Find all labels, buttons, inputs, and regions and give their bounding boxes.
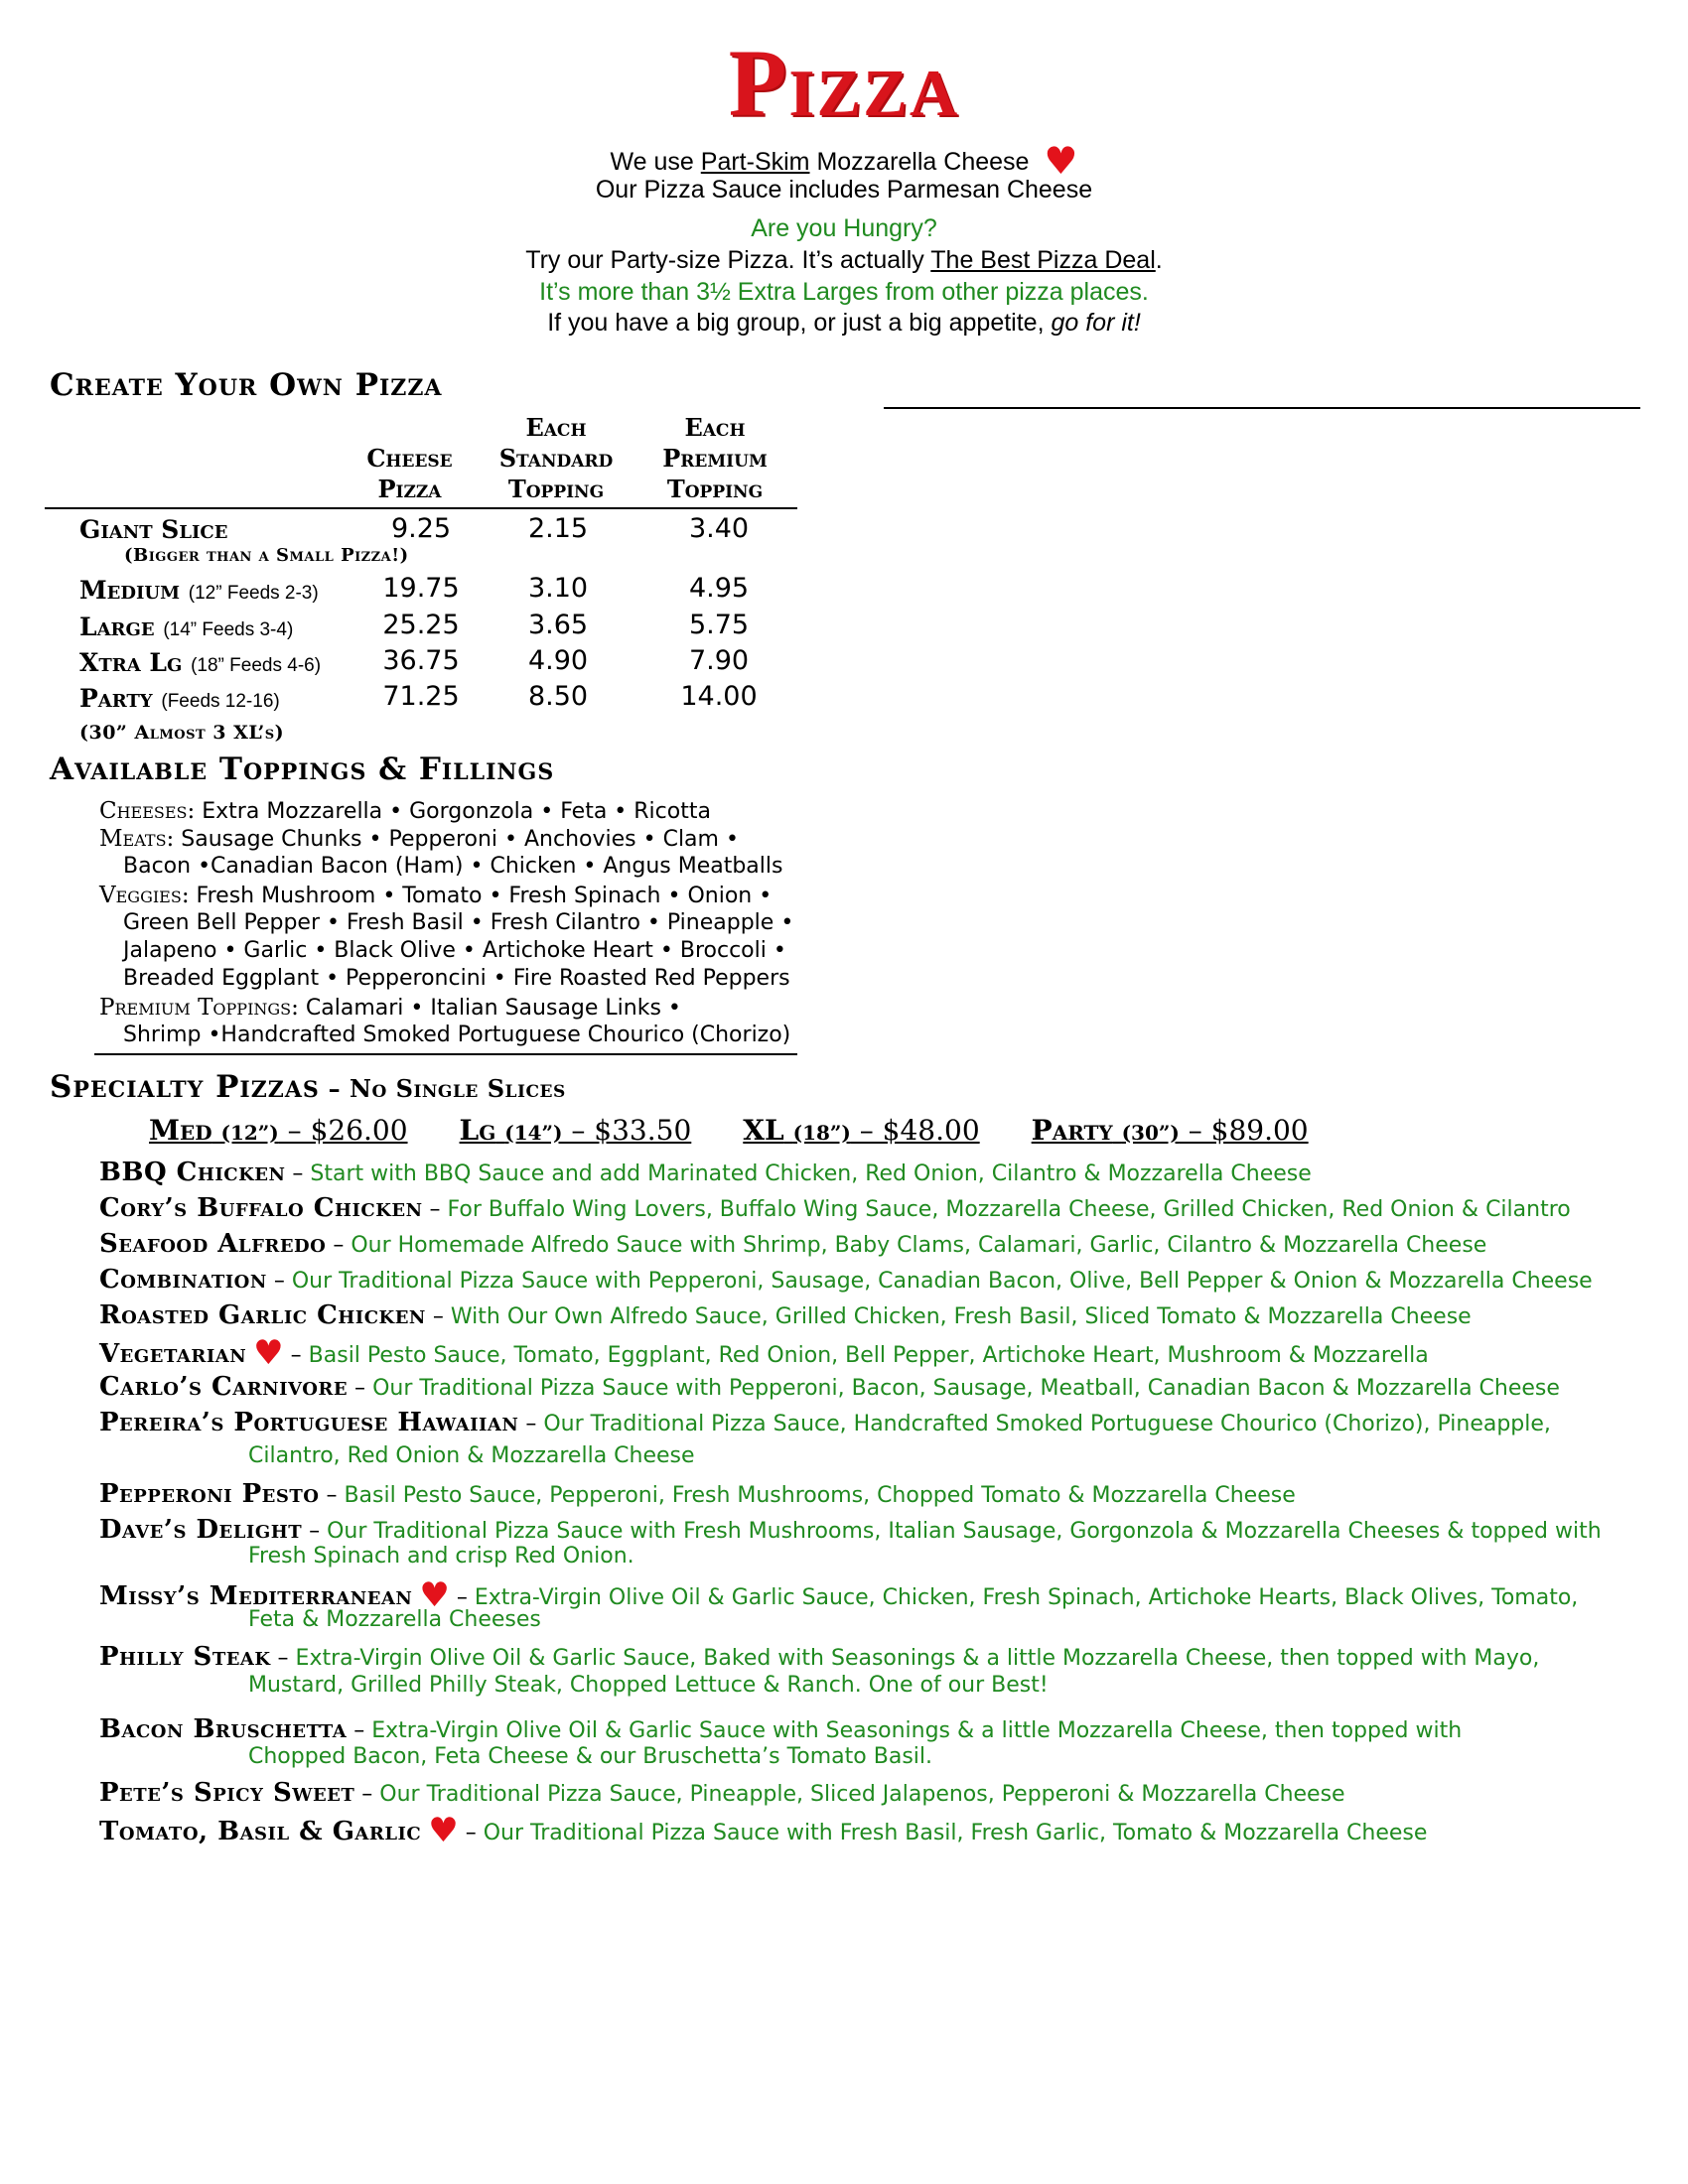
- topping-category: Premium Toppings:: [99, 995, 299, 1021]
- topping-category: Meats:: [99, 826, 175, 852]
- price-label: Party: [1031, 1114, 1113, 1147]
- price-standard: 4.90: [527, 645, 589, 676]
- toppings-meats: [99, 826, 739, 852]
- price-cheese: 9.25: [390, 513, 452, 544]
- price-value: – $33.50: [562, 1114, 692, 1147]
- col-header-premium: [645, 412, 784, 504]
- heart-icon: ♥: [253, 1333, 284, 1373]
- dash: –: [285, 1161, 311, 1186]
- toppings-veggies-cont: Breaded Eggplant • Pepperoncini • Fire Roasted Red Peppers: [123, 966, 790, 991]
- size-label: Xtra Lg: [79, 648, 183, 677]
- specialty-name: Roasted Garlic Chicken: [99, 1300, 426, 1330]
- intro-line-5: It’s more than 3½ Extra Larges from other pizza places.: [539, 278, 1149, 306]
- toppings-meats-cont: Bacon •Canadian Bacon (Ham) • Chicken • Angus Meatballs: [123, 854, 783, 879]
- specialty-name: Carlo’s Carnivore: [99, 1372, 349, 1402]
- price-standard: 3.10: [527, 573, 589, 604]
- intro-line-1: [0, 139, 1688, 183]
- dash: –: [302, 1519, 328, 1544]
- toppings-veggies-cont: Jalapeno • Garlic • Black Olive • Artichoke Heart • Broccoli •: [123, 938, 786, 963]
- specialty-desc: Our Traditional Pizza Sauce, Pineapple, Sliced Jalapenos, Pepperoni & Mozzarella Cheese: [379, 1782, 1345, 1807]
- dash: –: [449, 1585, 475, 1610]
- intro-text: We use: [610, 148, 701, 176]
- size-note: (12” Feeds 2-3): [188, 583, 319, 604]
- price-value: – $48.00: [850, 1114, 980, 1147]
- size-medium: [79, 576, 319, 605]
- size-label: Party: [79, 684, 153, 713]
- price-label: Lg: [459, 1114, 496, 1147]
- col-header-text: Topping: [666, 475, 764, 503]
- col-header-text: Pizza: [377, 475, 442, 503]
- price-cheese: 19.75: [382, 573, 460, 604]
- topping-list: Calamari • Italian Sausage Links •: [298, 996, 681, 1021]
- size-party: [79, 684, 280, 713]
- dash: –: [518, 1412, 544, 1436]
- specialty-price-lg: [460, 1114, 692, 1147]
- specialty-item: [99, 1479, 1296, 1509]
- price-value: – $26.00: [278, 1114, 408, 1147]
- price-cheese: 36.75: [382, 645, 460, 676]
- specialty-name: Seafood Alfredo: [99, 1229, 327, 1259]
- specialty-desc: Our Homemade Alfredo Sauce with Shrimp, Baby Clams, Calamari, Garlic, Cilantro & Mozzarella Cheese: [351, 1233, 1487, 1258]
- dash: –: [266, 1269, 292, 1294]
- size-giant-slice: Giant Slice: [79, 515, 228, 544]
- price-standard: 8.50: [527, 681, 589, 712]
- specialty-name: Cory’s Buffalo Chicken: [99, 1193, 423, 1223]
- dash: –: [283, 1343, 309, 1368]
- size-note: (Feeds 12-16): [161, 691, 280, 712]
- specialty-desc: Our Traditional Pizza Sauce with Pepperoni, Sausage, Canadian Bacon, Olive, Bell Pepper & Onion & Mozzarella Cheese: [291, 1269, 1593, 1294]
- specialty-name: Dave’s Delight: [99, 1515, 303, 1545]
- specialty-item: [99, 1714, 1462, 1744]
- size-note: (14” Feeds 3-4): [163, 619, 294, 640]
- col-header-text: Topping: [507, 475, 605, 503]
- specialty-price-med: [149, 1114, 408, 1147]
- specialty-heading: [50, 1069, 566, 1105]
- specialty-desc: Our Traditional Pizza Sauce with Pepperoni, Bacon, Sausage, Meatball, Canadian Bacon & Mozzarella Cheese: [372, 1376, 1560, 1401]
- specialty-desc-cont: Chopped Bacon, Feta Cheese & our Bruschetta’s Tomato Basil.: [248, 1744, 932, 1769]
- specialty-name: Pete’s Spicy Sweet: [99, 1778, 355, 1808]
- price-standard: 2.15: [527, 513, 589, 544]
- intro-line-4: [0, 246, 1688, 275]
- dash: –: [326, 1233, 352, 1258]
- toppings-premium: [99, 995, 681, 1021]
- specialty-desc-cont: Feta & Mozzarella Cheeses: [248, 1607, 541, 1632]
- specialty-item: [99, 1408, 1551, 1437]
- table-rule: [45, 507, 797, 509]
- price-label: XL: [743, 1114, 784, 1147]
- price-premium: 5.75: [688, 610, 750, 640]
- price-size: (14”): [504, 1121, 563, 1145]
- specialty-name: Vegetarian: [99, 1339, 247, 1369]
- dash: –: [319, 1483, 345, 1508]
- toppings-premium-cont: Shrimp •Handcrafted Smoked Portuguese Chourico (Chorizo): [123, 1023, 791, 1047]
- col-header-standard: [477, 412, 635, 504]
- col-header-text: Premium: [662, 444, 768, 473]
- specialty-desc-cont: Mustard, Grilled Philly Steak, Chopped Lettuce & Ranch. One of our Best!: [248, 1673, 1049, 1698]
- specialty-item: [99, 1265, 1593, 1295]
- party-note: (30” Almost 3 XL’s): [79, 722, 285, 744]
- price-size: (12”): [220, 1121, 279, 1145]
- specialty-item: [99, 1193, 1571, 1223]
- price-premium: 7.90: [688, 645, 750, 676]
- topping-category: Veggies:: [99, 883, 190, 908]
- intro-text: Try our Party-size Pizza. It’s actually: [525, 246, 931, 274]
- size-label: Large: [79, 613, 155, 641]
- size-label: Medium: [79, 576, 181, 605]
- price-label: Med: [149, 1114, 212, 1147]
- intro-line-3: Are you Hungry?: [751, 214, 937, 242]
- toppings-veggies-cont: Green Bell Pepper • Fresh Basil • Fresh Cilantro • Pineapple •: [123, 910, 794, 935]
- intro-italic: go for it!: [1051, 309, 1141, 337]
- specialty-subtitle: – No Single Slices: [319, 1074, 566, 1103]
- specialty-desc: Basil Pesto Sauce, Pepperoni, Fresh Mushrooms, Chopped Tomato & Mozzarella Cheese: [344, 1483, 1296, 1508]
- price-cheese: 25.25: [382, 610, 460, 640]
- col-header-text: Standard: [498, 444, 614, 473]
- dash: –: [270, 1646, 296, 1671]
- specialty-desc: Extra-Virgin Olive Oil & Garlic Sauce, Chicken, Fresh Spinach, Artichoke Hearts, Black Olives, Tomato,: [474, 1585, 1579, 1610]
- specialty-desc: Our Traditional Pizza Sauce, Handcrafted Smoked Portuguese Chourico (Chorizo), Pineapple,: [543, 1412, 1551, 1436]
- price-size: (30”): [1121, 1121, 1180, 1145]
- size-note: (18” Feeds 4-6): [191, 655, 322, 676]
- topping-list: Extra Mozzarella • Gorgonzola • Feta • Ricotta: [195, 799, 711, 824]
- intro-text: .: [1155, 246, 1163, 274]
- price-cheese: 71.25: [382, 681, 460, 712]
- specialty-item: [99, 1372, 1560, 1402]
- specialty-title: Specialty Pizzas: [50, 1069, 320, 1105]
- specialty-name: Bacon Bruschetta: [99, 1714, 348, 1744]
- intro-underlined: The Best Pizza Deal: [930, 246, 1156, 274]
- price-premium: 14.00: [680, 681, 758, 712]
- intro-text: Mozzarella Cheese: [809, 148, 1030, 176]
- toppings-cheeses: [99, 798, 711, 824]
- specialty-name: BBQ Chicken: [99, 1158, 286, 1187]
- specialty-item: [99, 1642, 1539, 1672]
- price-premium: 4.95: [688, 573, 750, 604]
- dash: –: [354, 1782, 380, 1807]
- intro-line-2: Our Pizza Sauce includes Parmesan Cheese: [595, 176, 1093, 204]
- specialty-desc-cont: Cilantro, Red Onion & Mozzarella Cheese: [248, 1443, 695, 1468]
- specialty-desc: Start with BBQ Sauce and add Marinated Chicken, Red Onion, Cilantro & Mozzarella Cheese: [310, 1161, 1312, 1186]
- specialty-desc: With Our Own Alfredo Sauce, Grilled Chicken, Fresh Basil, Sliced Tomato & Mozzarella Cheese: [450, 1304, 1472, 1329]
- specialty-name: Tomato, Basil & Garlic: [99, 1817, 422, 1846]
- specialty-item: [99, 1333, 1429, 1373]
- heart-icon: ♥: [1044, 139, 1078, 183]
- specialty-item: [99, 1300, 1472, 1330]
- dash: –: [422, 1197, 448, 1222]
- heart-icon: ♥: [428, 1811, 459, 1850]
- specialty-name: Philly Steak: [99, 1642, 271, 1672]
- specialty-price-bar: [149, 1114, 1309, 1147]
- intro-underlined: Part-Skim: [700, 148, 810, 176]
- specialty-name: Missy’s Mediterranean: [99, 1581, 413, 1611]
- col-header-text: Cheese: [366, 444, 453, 473]
- intro-text: If you have a big group, or just a big appetite,: [547, 309, 1052, 337]
- specialty-desc-cont: Fresh Spinach and crisp Red Onion.: [248, 1544, 634, 1569]
- specialty-name: Combination: [99, 1265, 267, 1295]
- specialty-desc: Our Traditional Pizza Sauce with Fresh Basil, Fresh Garlic, Tomato & Mozzarella Cheese: [483, 1821, 1428, 1845]
- specialty-item: [99, 1158, 1312, 1187]
- size-large: [79, 613, 293, 641]
- dash: –: [347, 1718, 372, 1743]
- giant-slice-note: (Bigger than a Small Pizza!): [124, 545, 409, 566]
- intro-line-6: [0, 309, 1688, 338]
- specialty-name: Pereira’s Portuguese Hawaiian: [99, 1408, 519, 1437]
- col-header-text: Each: [525, 413, 587, 442]
- specialty-price-xl: [743, 1114, 979, 1147]
- page-title: Pizza: [728, 30, 960, 136]
- topping-category: Cheeses:: [99, 798, 196, 824]
- specialty-item: [99, 1811, 1428, 1850]
- specialty-desc: Extra-Virgin Olive Oil & Garlic Sauce with Seasonings & a little Mozzarella Cheese, then topped with: [371, 1718, 1463, 1743]
- toppings-heading: Available Toppings & Fillings: [50, 751, 555, 787]
- specialty-item: [99, 1778, 1345, 1808]
- create-heading: Create Your Own Pizza: [50, 367, 443, 403]
- specialty-desc: For Buffalo Wing Lovers, Buffalo Wing Sauce, Mozzarella Cheese, Grilled Chicken, Red Onion & Cilantro: [447, 1197, 1571, 1222]
- price-standard: 3.65: [527, 610, 589, 640]
- heart-icon: ♥: [419, 1575, 450, 1615]
- col-header-text: Each: [684, 413, 746, 442]
- specialty-price-party: [1032, 1114, 1309, 1147]
- topping-list: Fresh Mushroom • Tomato • Fresh Spinach • Onion •: [189, 884, 773, 908]
- col-header-cheese: [348, 443, 472, 504]
- specialty-item: [99, 1515, 1602, 1545]
- toppings-veggies: [99, 883, 772, 908]
- specialty-desc: Extra-Virgin Olive Oil & Garlic Sauce, Baked with Seasonings & a little Mozzarella Cheese, then topped with Mayo,: [295, 1646, 1540, 1671]
- divider: [884, 407, 1640, 409]
- price-size: (18”): [792, 1121, 851, 1145]
- specialty-item: [99, 1229, 1486, 1259]
- specialty-desc: Basil Pesto Sauce, Tomato, Eggplant, Red Onion, Bell Pepper, Artichoke Heart, Mushroom & Mozzarella: [308, 1343, 1429, 1368]
- price-premium: 3.40: [688, 513, 750, 544]
- specialty-desc: Our Traditional Pizza Sauce with Fresh Mushrooms, Italian Sausage, Gorgonzola & Mozzarella Cheeses & topped with: [327, 1519, 1602, 1544]
- price-value: – $89.00: [1179, 1114, 1309, 1147]
- topping-list: Sausage Chunks • Pepperoni • Anchovies • Clam •: [174, 827, 739, 852]
- toppings-rule: [94, 1053, 797, 1055]
- dash: –: [348, 1376, 373, 1401]
- size-xtra-large: [79, 648, 321, 677]
- specialty-name: Pepperoni Pesto: [99, 1479, 320, 1509]
- dash: –: [425, 1304, 451, 1329]
- dash: –: [458, 1821, 484, 1845]
